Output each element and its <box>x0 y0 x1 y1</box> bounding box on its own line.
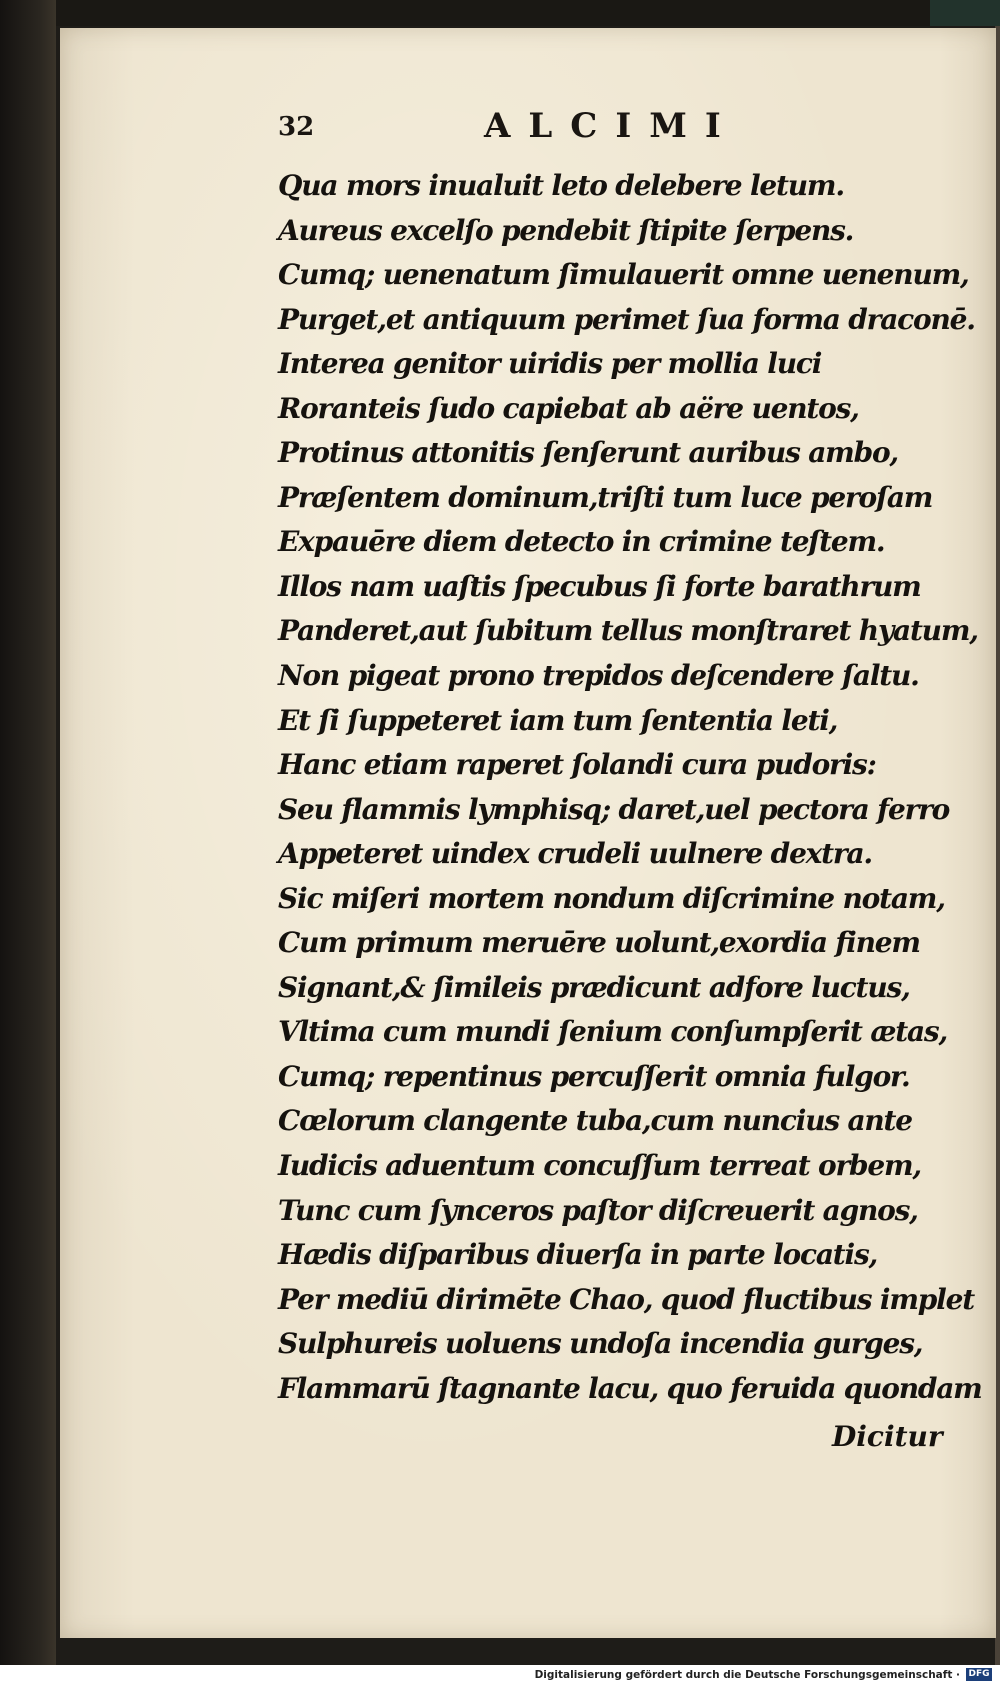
verse-line: Hædis diſparibus diuerſa in parte locatis, <box>278 1238 878 1272</box>
verse-line: Sulphureis uoluens undoſa incendia gurges, <box>278 1327 923 1361</box>
verse-line: Iudicis aduentum concuſſum terreat orbem, <box>278 1149 921 1183</box>
page-number: 32 <box>278 112 315 142</box>
verse-line: Cœlorum clangente tuba,cum nuncius ante <box>278 1104 912 1138</box>
verse-line: Per mediū dirimēte Chao, quod fluctibus implet <box>278 1282 974 1316</box>
verse-line: Interea genitor uiridis per mollia luci <box>278 347 822 381</box>
funding-credit: Digitalisierung gefördert durch die Deutsche Forschungsgemeinschaft · <box>534 1669 960 1681</box>
verse-line: Aureus excelſo pendebit ſtipite ſerpens. <box>278 213 854 247</box>
verse-line: Signant,& ſimileis prædicunt adfore luctus, <box>278 970 910 1004</box>
dfg-logo-icon: DFG <box>966 1668 992 1681</box>
verse-line: Seu flammis lymphisq; daret,uel pectora ferro <box>278 792 950 826</box>
verse-line: Cum primum meruēre uolunt,exordia finem <box>278 926 920 960</box>
verse-line: Protinus attonitis ſenſerunt auribus ambo, <box>278 436 898 470</box>
verse-line: Et ſi ſuppeteret iam tum ſententia leti, <box>278 703 838 737</box>
running-head <box>278 106 838 158</box>
verse-line: Expauēre diem detecto in crimine teſtem. <box>278 525 885 559</box>
running-title: ALCIMI <box>484 106 739 146</box>
book-cover-strip <box>930 0 1000 26</box>
verse-line: Purget,et antiquum perimet ſua forma draconē. <box>278 302 975 336</box>
verse-line: Sic miſeri mortem nondum diſcrimine notam, <box>278 881 945 915</box>
verse-text <box>278 164 982 1411</box>
verse-line: Vltima cum mundi ſenium conſumpſerit ætas, <box>278 1015 948 1049</box>
verse-line: Flammarū ſtagnante lacu, quo feruida quondam <box>278 1371 982 1405</box>
verse-line: Præſentem dominum,triſti tum luce peroſam <box>278 480 933 514</box>
verse-line: Roranteis ſudo capiebat ab aëre uentos, <box>278 391 859 425</box>
verse-line: Tunc cum ſynceros paſtor diſcreuerit agnos, <box>278 1193 918 1227</box>
verse-line: Non pigeat prono trepidos deſcendere ſaltu. <box>278 659 919 693</box>
verse-line: Appeteret uindex crudeli uulnere dextra. <box>278 837 872 871</box>
verse-line: Cumq; uenenatum ſimulauerit omne uenenum, <box>278 258 969 292</box>
book-top-edge <box>0 0 1000 26</box>
verse-line: Panderet,aut ſubitum tellus monſtraret hyatum, <box>278 614 978 648</box>
verse-line: Cumq; repentinus percuſſerit omnia fulgor. <box>278 1059 910 1093</box>
verse-line: Qua mors inualuit leto delebere letum. <box>278 169 844 202</box>
verse-line: Hanc etiam raperet ſolandi cura pudoris: <box>278 748 876 782</box>
book-binding <box>0 0 56 1665</box>
verse-line: Illos nam uaſtis ſpecubus ſi forte barathrum <box>278 569 921 603</box>
catchword: Dicitur <box>832 1420 943 1453</box>
